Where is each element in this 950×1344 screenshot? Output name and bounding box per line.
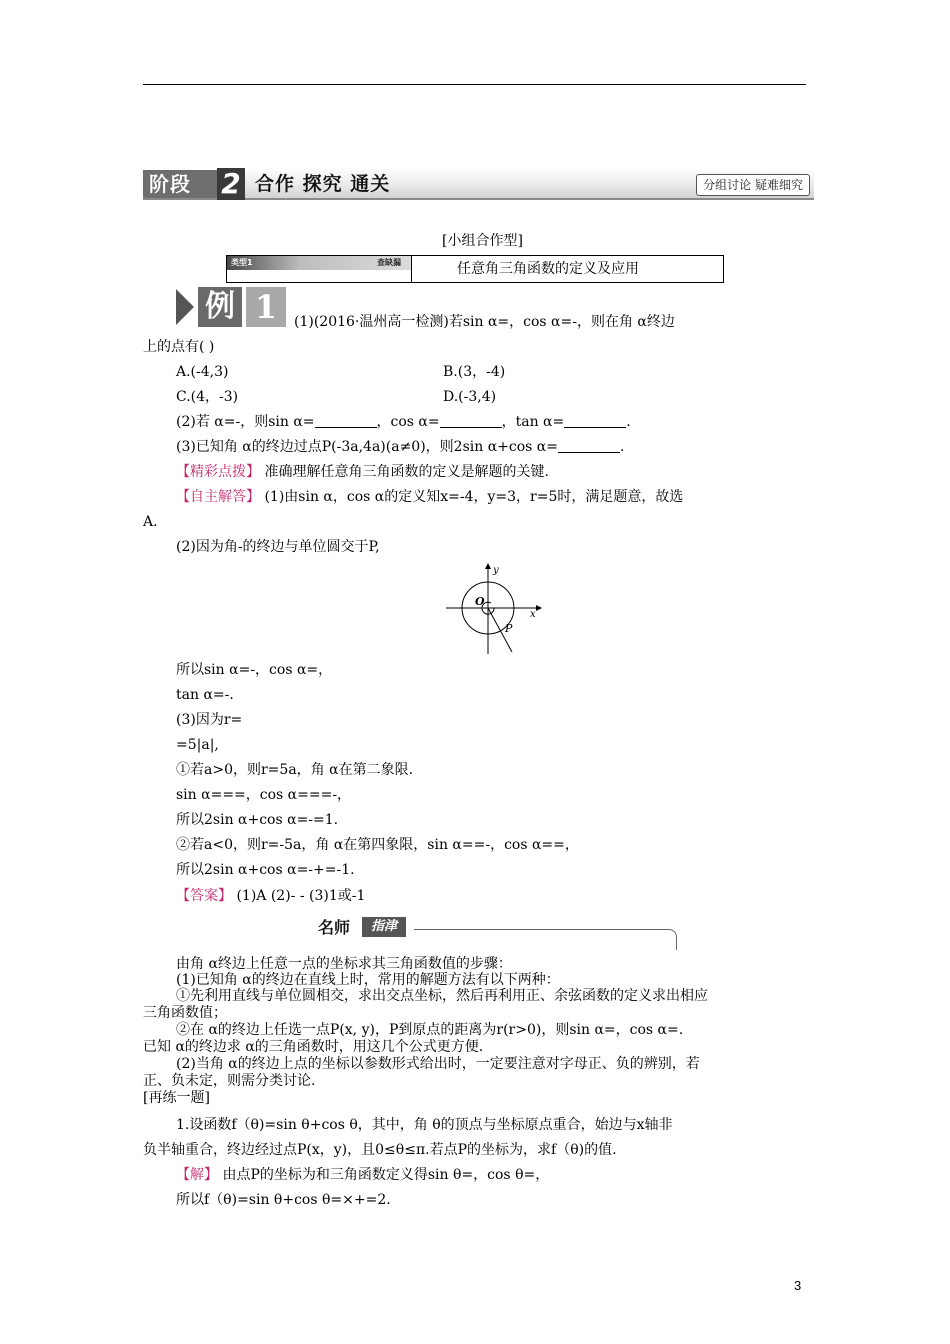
solve-line — [176, 487, 683, 507]
header-rule — [143, 84, 806, 85]
tip-line — [176, 462, 549, 482]
section-banner — [143, 168, 814, 200]
tip-text: 准确理解任意角三角函数的定义是解题的关键. — [264, 464, 549, 480]
answer-line — [176, 886, 365, 906]
guide-rule — [414, 929, 677, 950]
solution-3-b: =5|a|, — [176, 737, 219, 753]
solve-label: 【自主解答】 — [176, 489, 260, 505]
solution-text: 由点P的坐标为和三角函数定义得sin θ=，cos θ=， — [222, 1167, 550, 1183]
option-d: D.(-3,4) — [443, 389, 497, 405]
answer-blank — [558, 438, 620, 453]
type-badge: 类型1 — [231, 258, 253, 267]
solution-3-e: 所以2sin α+cos α=-=1. — [176, 812, 339, 828]
practice-line-2: 负半轴重合，终边经过点P(x，y)，且0≤θ≤π.若点P的坐标为，求f（θ)的值. — [143, 1142, 617, 1158]
option-b: B.(3，-4) — [443, 364, 506, 380]
point-p-label: P — [505, 622, 513, 635]
solution-2-line: (2)因为角-的终边与单位圆交于P, — [176, 539, 380, 555]
section-title: 合作 探究 通关 — [255, 173, 391, 195]
solution-3-f: ②若a<0，则r=-5a，角 α在第四象限，sin α==-，cos α==， — [176, 837, 579, 853]
x-axis-label: x — [530, 609, 536, 620]
solution-2-a: 所以sin α=-，cos α=， — [176, 662, 333, 678]
question-3 — [176, 437, 624, 457]
section-tag: 分组讨论 疑难细究 — [696, 174, 810, 196]
solution-3-g: 所以2sin α+cos α=-+=-1. — [176, 862, 355, 878]
practice-line-1: 1.设函数f（θ)=sin θ+cos θ，其中，角 θ的顶点与坐标原点重合，始边与x轴非 — [176, 1117, 673, 1133]
solution-3-c: ①若a>0，则r=5a，角 α在第二象限. — [176, 762, 414, 778]
guide-line-7: (2)当角 α的终边上点的坐标以参数形式给出时，一定要注意对字母正、负的辨别，若 — [176, 1056, 700, 1072]
solution-3-a: (3)因为r= — [176, 712, 243, 728]
y-axis-label: y — [493, 565, 499, 576]
example-char: 例 — [198, 287, 242, 327]
type-bar — [226, 255, 724, 283]
question-2-part-a: (2)若 α=-，则sin α= — [176, 414, 315, 430]
guide-title: 名师 — [318, 918, 351, 937]
stage-number: 2 — [217, 168, 245, 200]
solution-3-d: sin α===，cos α===-， — [176, 787, 352, 803]
question-2-part-c: ，tan α= — [501, 414, 565, 430]
option-a: A.(-4,3) — [176, 364, 229, 380]
question-1-line-1: (1)(2016·温州高一检测)若sin α=，cos α=-，则在角 α终边 — [294, 314, 675, 330]
guide-line-5: ②在 α的终边上任选一点P(x, y)，P到原点的距离为r(r>0)，则sin α=，cos α=. — [176, 1022, 684, 1038]
y-axis-arrow — [485, 563, 491, 569]
question-2-part-b: ，cos α= — [376, 414, 440, 430]
practice-heading: [再练一题] — [143, 1090, 210, 1106]
solve-continued: A. — [143, 514, 158, 530]
guide-line-4: 三角函数值； — [143, 1005, 227, 1021]
stage-label: 阶段 — [143, 170, 223, 198]
group-type-label: [小组合作型] — [442, 233, 523, 249]
tip-label: 【精彩点拨】 — [176, 464, 260, 480]
solution-2-b: tan α=-. — [176, 687, 234, 703]
guide-badge: 指津 — [362, 917, 406, 937]
solution-label: 【解】 — [176, 1167, 218, 1183]
example-number: 1 — [246, 287, 286, 327]
question-2-end: . — [626, 414, 631, 430]
answer-text: (1)A (2)- - (3)1或-1 — [236, 888, 366, 904]
page-number: 3 — [794, 1278, 802, 1293]
unit-circle-diagram — [440, 560, 550, 655]
guide-line-1: 由角 α终边上任意一点的坐标求其三角函数值的步骤： — [176, 956, 512, 972]
answer-blank — [564, 413, 626, 428]
question-1-line-2: 上的点有( ) — [143, 339, 215, 355]
answer-label: 【答案】 — [176, 888, 232, 904]
example-badge — [176, 287, 288, 327]
answer-blank — [440, 413, 502, 428]
origin-label: O — [475, 595, 485, 608]
type-bar-divider — [411, 256, 412, 282]
question-3-text: (3)已知角 α的终边过点P(-3a,4a)(a≠0)，则2sin α+cos α= — [176, 439, 558, 455]
type-title: 任意角三角函数的定义及应用 — [457, 261, 639, 277]
guide-line-2: (1)已知角 α的终边在直线上时，常用的解题方法有以下两种： — [176, 972, 560, 988]
guide-header — [318, 915, 680, 951]
x-axis-arrow — [536, 605, 542, 611]
practice-solution-end: 所以f（θ)=sin θ+cos θ=×+=2. — [176, 1192, 391, 1208]
solve-text: (1)由sin α，cos α的定义知x=-4，y=3，r=5时，满足题意，故选 — [264, 489, 684, 505]
guide-line-8: 正、负未定，则需分类讨论. — [143, 1073, 316, 1089]
practice-solution — [176, 1165, 549, 1185]
guide-line-3: ①先利用直线与单位圆相交，求出交点坐标，然后再利用正、余弦函数的定义求出相应 — [176, 988, 708, 1004]
question-3-end: . — [620, 439, 625, 455]
question-2 — [176, 412, 631, 432]
guide-line-6: 已知 α的终边求 α的三角函数时，用这几个公式更方便. — [143, 1039, 484, 1055]
type-bar-gradient — [227, 256, 411, 270]
answer-blank — [315, 413, 377, 428]
arrow-right-icon — [176, 289, 194, 325]
type-mid-label: 查缺漏 — [377, 258, 401, 267]
option-c: C.(4，-3) — [176, 389, 239, 405]
